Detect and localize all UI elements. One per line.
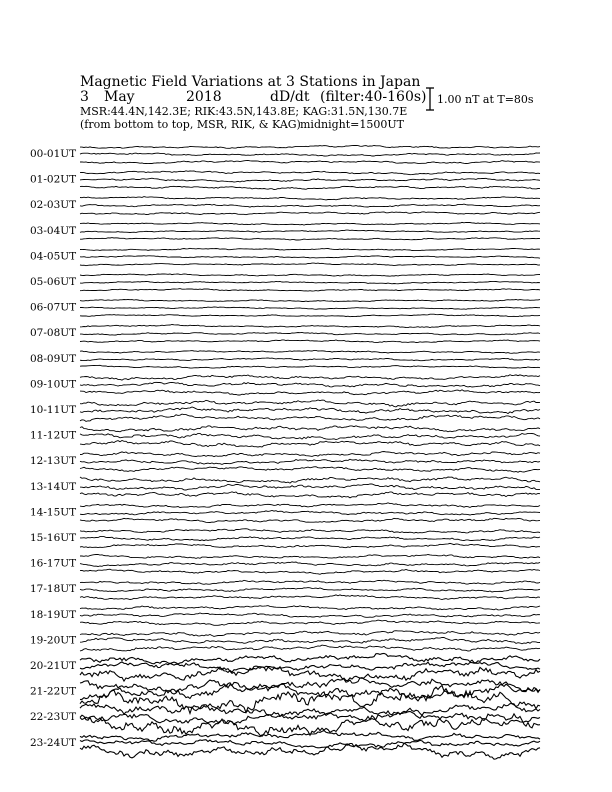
station-trace — [80, 407, 540, 414]
station-trace — [80, 743, 540, 759]
station-trace — [80, 714, 540, 736]
station-trace — [80, 711, 540, 725]
rows-group — [30, 146, 540, 760]
row-label: 14-15UT — [30, 506, 77, 519]
station-trace — [80, 222, 540, 225]
order-line: (from bottom to top, MSR, RIK, & KAG) — [80, 118, 301, 131]
station-trace — [80, 248, 540, 250]
station-trace — [80, 631, 540, 637]
row-label: 20-21UT — [30, 660, 77, 672]
station-trace — [80, 382, 540, 387]
row-label: 22-23UT — [30, 711, 77, 724]
station-trace — [80, 414, 540, 421]
station-trace — [80, 684, 540, 699]
station-trace — [80, 204, 540, 207]
station-trace — [80, 350, 540, 353]
row-label: 23-24UT — [30, 736, 77, 749]
row-label: 10-11UT — [30, 404, 77, 416]
station-trace — [80, 484, 540, 490]
date-year: 2018 — [186, 89, 222, 105]
row-label: 17-18UT — [30, 583, 77, 596]
row-label: 09-10UT — [30, 378, 77, 391]
filter-label: (filter:40-160s) — [320, 89, 427, 105]
row-label: 03-04UT — [30, 224, 77, 237]
station-trace — [80, 314, 540, 317]
date-day: 3 — [80, 89, 89, 105]
row-label: 07-08UT — [30, 327, 77, 340]
row-label: 02-03UT — [30, 199, 77, 212]
station-trace — [80, 358, 540, 361]
station-trace — [80, 503, 540, 508]
station-trace — [80, 153, 540, 156]
station-trace — [80, 441, 540, 448]
row-label: 05-06UT — [30, 276, 77, 288]
row-label: 06-07UT — [30, 301, 77, 314]
station-trace — [80, 400, 540, 407]
station-trace — [80, 580, 540, 584]
station-trace — [80, 375, 540, 380]
station-trace — [80, 666, 540, 683]
station-trace — [80, 325, 540, 328]
station-trace — [80, 212, 540, 215]
row-label: 11-12UT — [30, 429, 77, 442]
station-trace — [80, 477, 540, 483]
row-label: 04-05UT — [30, 250, 77, 263]
row-label: 00-01UT — [30, 148, 77, 160]
station-trace — [80, 160, 540, 163]
station-trace — [80, 555, 540, 559]
station-trace — [80, 588, 540, 592]
midnight-line: midnight=1500UT — [300, 118, 404, 131]
station-trace — [80, 289, 540, 292]
station-trace — [80, 230, 540, 232]
station-trace — [80, 186, 540, 189]
station-trace — [80, 467, 540, 473]
station-trace — [80, 178, 540, 182]
station-trace — [80, 511, 540, 516]
station-trace — [80, 562, 540, 567]
station-trace — [80, 238, 540, 240]
chart-title: Magnetic Field Variations at 3 Stations in Japan — [80, 74, 421, 90]
station-trace — [80, 529, 540, 533]
row-label: 21-22UT — [30, 685, 77, 698]
station-trace — [80, 492, 540, 498]
station-trace — [80, 606, 540, 610]
station-trace — [80, 171, 540, 175]
station-trace — [80, 307, 540, 309]
station-trace — [80, 340, 540, 343]
station-trace — [80, 518, 540, 522]
station-trace — [80, 662, 540, 673]
station-trace — [80, 146, 540, 149]
row-label: 15-16UT — [30, 532, 77, 544]
station-trace — [80, 613, 540, 617]
row-label: 01-02UT — [30, 173, 77, 186]
station-trace — [80, 459, 540, 464]
station-trace — [80, 365, 540, 368]
station-trace — [80, 595, 540, 600]
station-trace — [80, 740, 540, 748]
station-trace — [80, 332, 540, 335]
station-trace — [80, 704, 540, 718]
quantity-label: dD/dt — [270, 89, 310, 105]
station-trace — [80, 537, 540, 541]
row-label: 19-20UT — [30, 634, 77, 647]
scale-bar — [426, 88, 534, 110]
station-trace — [80, 263, 540, 266]
station-trace — [80, 390, 540, 395]
station-trace — [80, 433, 540, 439]
row-label: 16-17UT — [30, 557, 77, 570]
scale-bar-label: 1.00 nT at T=80s — [437, 93, 534, 106]
station-trace — [80, 452, 540, 457]
date-month: May — [104, 89, 135, 105]
station-trace — [80, 569, 540, 574]
station-trace — [80, 426, 540, 432]
row-label: 08-09UT — [30, 352, 77, 365]
row-label: 12-13UT — [30, 455, 77, 468]
station-trace — [80, 281, 540, 283]
station-trace — [80, 543, 540, 547]
station-trace — [80, 274, 540, 276]
station-trace — [80, 256, 540, 259]
station-trace — [80, 300, 540, 302]
station-trace — [80, 620, 540, 625]
station-trace — [80, 645, 540, 651]
row-label: 13-14UT — [30, 480, 77, 493]
station-trace — [80, 197, 540, 200]
row-label: 18-19UT — [30, 608, 77, 621]
stations-line: MSR:44.4N,142.3E; RIK:43.5N,143.8E; KAG:31.5N,130.7E — [80, 105, 408, 118]
station-trace — [80, 637, 540, 643]
